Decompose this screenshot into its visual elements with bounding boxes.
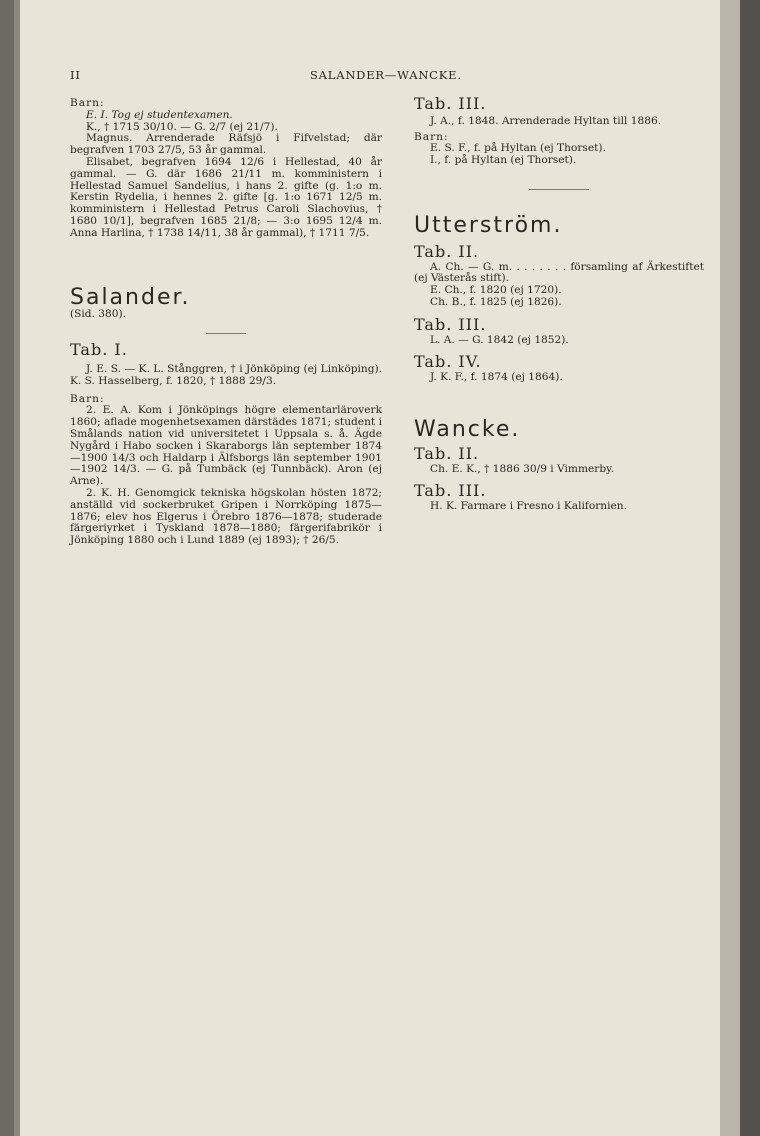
utterstrom-tab-iv: Tab. IV. (414, 352, 482, 372)
family-name-salander: Salander. (70, 284, 191, 310)
tab-iii-top: Tab. III. (414, 94, 487, 113)
left-scan-edge (0, 0, 14, 1136)
salander-child-k-h: 2. K. H. Genomgick tekniska högskolan hösten 1872; anställd vid sockerbruket Gripen i Norrköping 1875—1876; elev hos Elgerus i Örebro 1876—1878; studerade färgeriyrket i Tyskland 1878—1880; färgerifabrikör i Jönköping 1880 och i Lund 1889 (ej 1893); † 26/5. (70, 486, 382, 547)
left-column (70, 98, 382, 547)
barn-label: Barn: (414, 130, 449, 143)
wancke-tab-iii-line: H. K. Farmare i Fresno i Kalifornien. (430, 500, 627, 513)
utterstrom-tab-iii: Tab. III. (414, 314, 487, 334)
running-title: SALANDER—WANCKE. (310, 68, 462, 82)
salander-child-e-a: 2. E. A. Kom i Jönköpings högre elementarläroverk 1860; aflade mogenhetsexamen därstädes 1871; student i Smålands nation vid universitetet i Uppsala s. å. Ägde Nygård i Habo socken i Skaraborgs län september 1874—1900 14/3 och Haldarp i Älfsborgs län september 1901—1902 14/3. — G. på Tumbäck (ej Tunnbäck). Aron (ej Arne). (70, 404, 382, 488)
family-name-utterstrom: Utterström. (414, 212, 563, 238)
entry-magnus: Magnus. Arrenderade Räfsjö i Fifvelstad; där begrafven 1703 27/5, 53 år gammal. (70, 132, 382, 157)
tab-iii-child-2: I., f. på Hyltan (ej Thorset). (430, 154, 577, 167)
right-scan-edge (720, 0, 740, 1136)
family-name-wancke: Wancke. (414, 416, 521, 442)
bleed-through-text (484, 810, 492, 834)
utterstrom-tab-ii-line: E. Ch., f. 1820 (ej 1720). (430, 284, 562, 297)
tab-iii-entry: J. A., f. 1848. Arrenderade Hyltan till 1886. (430, 114, 662, 127)
page-number: II (70, 68, 81, 82)
entry-e-i: E. I. Tog ej studentexamen. (86, 108, 233, 121)
utterstrom-tab-ii: Tab. II. (414, 241, 480, 261)
salander-page-ref: (Sid. 380). (70, 308, 127, 321)
utterstrom-tab-iv-line: J. K. F., f. 1874 (ej 1864). (430, 371, 563, 384)
document-page (14, 0, 740, 1136)
tab-iii-child-1: E. S. F., f. på Hyltan (ej Thorset). (430, 142, 606, 155)
salander-tab-i: Tab. I. (70, 340, 128, 360)
utterstrom-tab-ii-line: A. Ch. — G. m. . . . . . . . församling af Ärkestiftet (ej Västerås stift). (414, 260, 704, 285)
page-fold-shadow (14, 0, 20, 1136)
wancke-tab-ii: Tab. II. (414, 443, 480, 463)
salander-main-entry: J. E. S. — K. L. Stånggren, † i Jönköping (ej Linköping). K. S. Hasselberg, f. 1820, † 1888 29/3. (70, 362, 382, 387)
right-column (414, 94, 704, 513)
entry-k: K., † 1715 30/10. — G. 2/7 (ej 21/7). (86, 120, 278, 133)
wancke-tab-iii: Tab. III. (414, 481, 487, 501)
entry-elisabet: Elisabet, begrafven 1694 12/6 i Hellestad, 40 år gammal. — G. där 1686 21/11 m. komministern i Hellestad Samuel Sandelius, i hans 2. gifte (g. 1:o m. Kerstin Rydelia, i hennes 2. gifte [g. 1:o 1671 12/5 m. komministern i Hellestad Petrus Caroli Slachovius, † 1680 10/1], begrafven 1685 21/8; — 3:o 1695 12/4 m. Anna Harlina, † 1738 14/11, 38 år gammal), † 1711 7/5. (70, 155, 382, 239)
barn-label: Barn: (70, 392, 105, 405)
wancke-tab-ii-line: Ch. E. K., † 1886 30/9 i Vimmerby. (430, 462, 615, 475)
utterstrom-tab-ii-line: Ch. B., f. 1825 (ej 1826). (430, 295, 562, 308)
barn-label: Barn: (70, 97, 105, 109)
page-header (14, 68, 740, 84)
utterstrom-tab-iii-line: L. A. — G. 1842 (ej 1852). (430, 333, 569, 346)
